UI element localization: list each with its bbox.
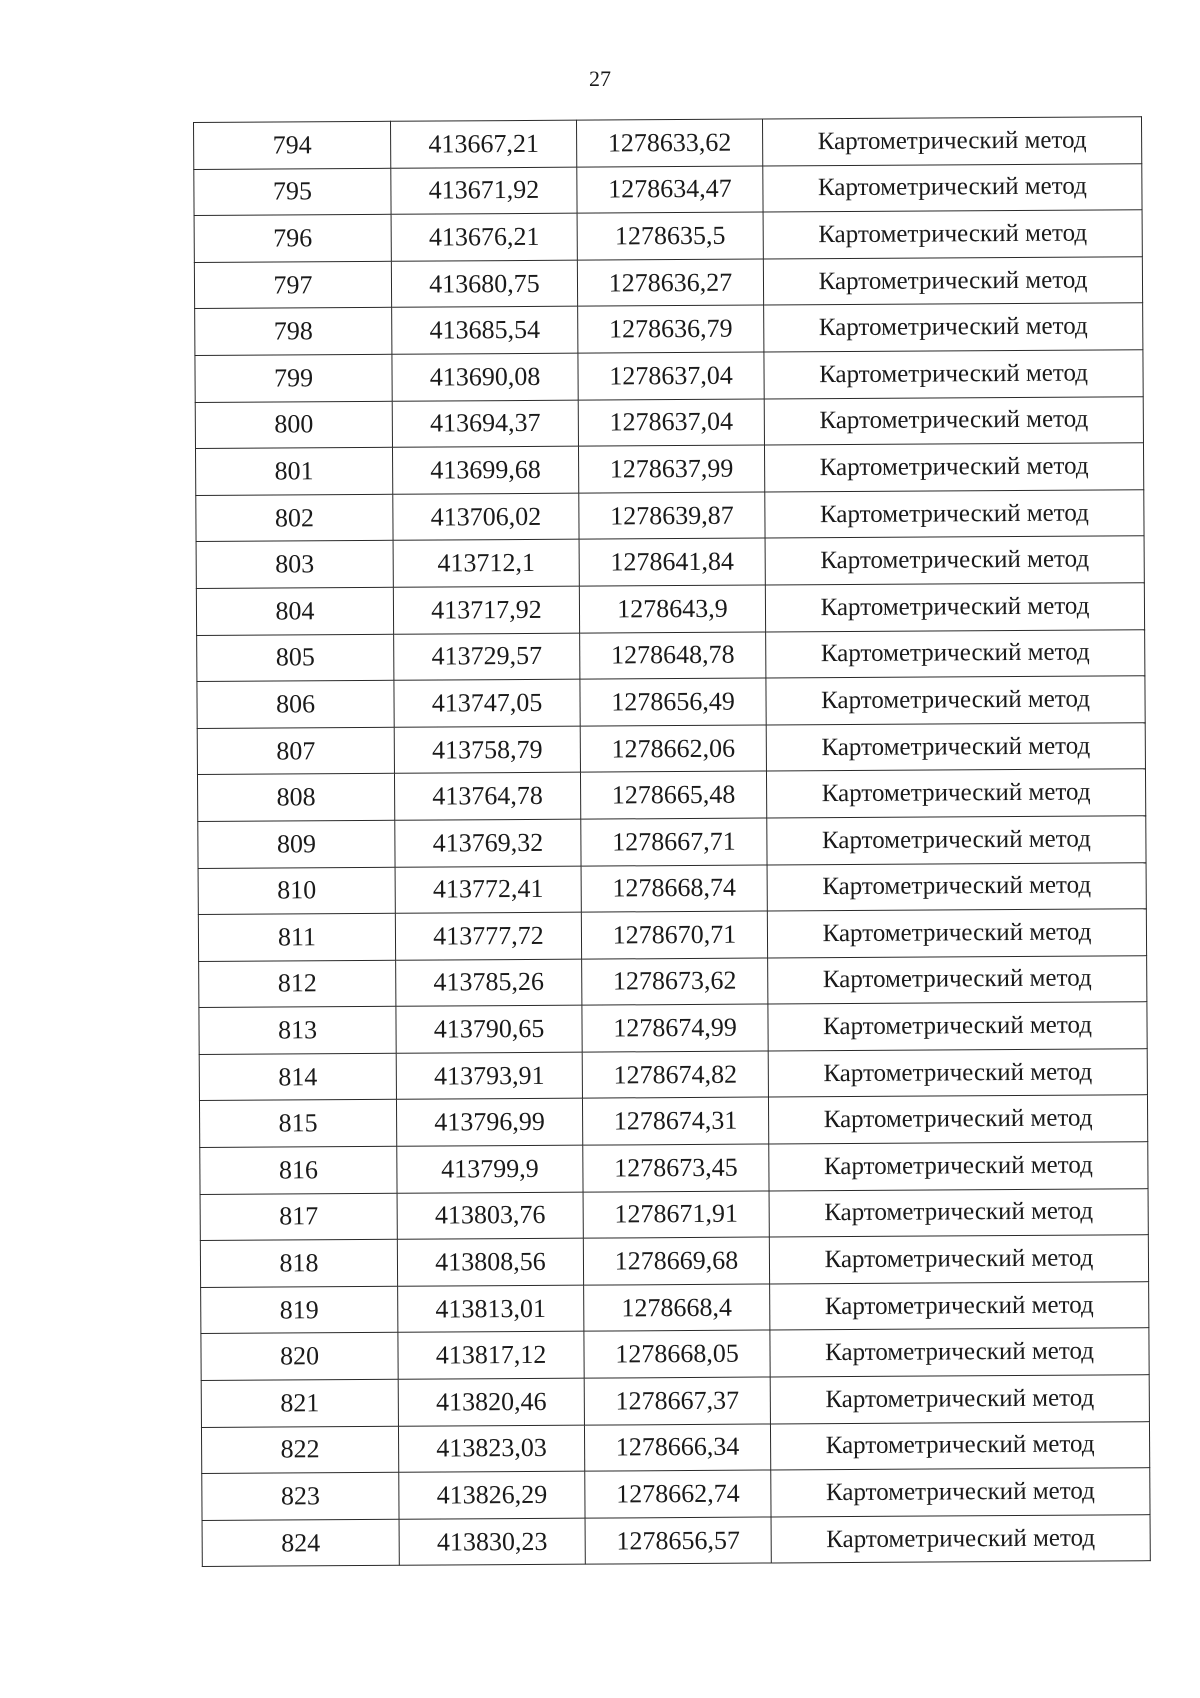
y-coordinate-cell: 1278656,57	[585, 1517, 771, 1565]
method-cell: Картометрический метод	[766, 722, 1145, 771]
table-row	[198, 862, 1146, 914]
method-cell: Картометрический метод	[766, 629, 1145, 678]
x-coordinate-cell: 413758,79	[394, 726, 580, 774]
point-number-cell: 798	[195, 308, 392, 356]
y-coordinate-cell: 1278662,06	[580, 725, 766, 773]
x-coordinate-cell: 413676,21	[391, 213, 577, 261]
y-coordinate-cell: 1278674,99	[582, 1004, 768, 1052]
x-coordinate-cell: 413747,05	[394, 679, 580, 727]
table-row	[198, 816, 1146, 868]
point-number-cell: 796	[194, 214, 391, 262]
point-number-cell: 801	[195, 447, 392, 495]
method-cell: Картометрический метод	[765, 489, 1144, 538]
method-cell: Картометрический метод	[765, 583, 1144, 632]
x-coordinate-cell: 413671,92	[391, 167, 577, 215]
method-cell: Картометрический метод	[770, 1328, 1149, 1377]
y-coordinate-cell: 1278641,84	[579, 538, 765, 586]
method-cell: Картометрический метод	[769, 1188, 1148, 1237]
point-number-cell: 822	[201, 1426, 398, 1474]
method-cell: Картометрический метод	[764, 303, 1143, 352]
point-number-cell: 794	[194, 121, 391, 169]
y-coordinate-cell: 1278648,78	[580, 632, 766, 680]
method-cell: Картометрический метод	[770, 1421, 1149, 1470]
y-coordinate-cell: 1278668,05	[584, 1330, 770, 1378]
point-number-cell: 803	[196, 541, 393, 589]
point-number-cell: 809	[198, 820, 395, 868]
table-row	[202, 1514, 1150, 1566]
y-coordinate-cell: 1278643,9	[579, 585, 765, 633]
point-number-cell: 800	[195, 401, 392, 449]
coordinates-table-body	[194, 117, 1151, 1567]
method-cell: Картометрический метод	[768, 1002, 1147, 1051]
y-coordinate-cell: 1278674,31	[582, 1097, 768, 1145]
x-coordinate-cell: 413729,57	[394, 633, 580, 681]
x-coordinate-cell: 413790,65	[396, 1005, 582, 1053]
x-coordinate-cell: 413764,78	[394, 772, 580, 820]
y-coordinate-cell: 1278667,71	[581, 818, 767, 866]
y-coordinate-cell: 1278662,74	[585, 1470, 771, 1518]
y-coordinate-cell: 1278637,04	[578, 399, 764, 447]
method-cell: Картометрический метод	[763, 256, 1142, 305]
y-coordinate-cell: 1278639,87	[579, 492, 765, 540]
y-coordinate-cell: 1278673,45	[583, 1144, 769, 1192]
method-cell: Картометрический метод	[771, 1514, 1150, 1563]
method-cell: Картометрический метод	[767, 862, 1146, 911]
method-cell: Картометрический метод	[765, 536, 1144, 585]
point-number-cell: 816	[200, 1146, 397, 1194]
table-row	[195, 350, 1143, 402]
y-coordinate-cell: 1278637,99	[578, 445, 764, 493]
y-coordinate-cell: 1278635,5	[577, 212, 763, 260]
x-coordinate-cell: 413772,41	[395, 866, 581, 914]
point-number-cell: 799	[195, 354, 392, 402]
x-coordinate-cell: 413699,68	[392, 446, 578, 494]
method-cell: Картометрический метод	[768, 1049, 1147, 1098]
point-number-cell: 813	[199, 1007, 396, 1055]
table-row	[199, 955, 1147, 1007]
method-cell: Картометрический метод	[766, 769, 1145, 818]
x-coordinate-cell: 413820,46	[398, 1378, 584, 1426]
y-coordinate-cell: 1278656,49	[580, 678, 766, 726]
table-row	[196, 489, 1144, 541]
table-row	[202, 1468, 1150, 1520]
table-row	[194, 210, 1142, 262]
x-coordinate-cell: 413667,21	[390, 120, 576, 168]
point-number-cell: 795	[194, 168, 391, 216]
x-coordinate-cell: 413685,54	[392, 307, 578, 355]
table-row	[195, 303, 1143, 355]
table-row	[197, 722, 1145, 774]
x-coordinate-cell: 413694,37	[392, 400, 578, 448]
x-coordinate-cell: 413785,26	[396, 959, 582, 1007]
method-cell: Картометрический метод	[766, 676, 1145, 725]
coordinates-table	[193, 116, 1151, 1567]
x-coordinate-cell: 413803,76	[397, 1192, 583, 1240]
x-coordinate-cell: 413826,29	[399, 1471, 585, 1519]
point-number-cell: 812	[199, 960, 396, 1008]
point-number-cell: 819	[201, 1286, 398, 1334]
point-number-cell: 808	[197, 774, 394, 822]
y-coordinate-cell: 1278668,74	[581, 865, 767, 913]
table-row	[197, 629, 1145, 681]
method-cell: Картометрический метод	[768, 1095, 1147, 1144]
point-number-cell: 810	[198, 867, 395, 915]
table-row	[195, 396, 1143, 448]
y-coordinate-cell: 1278669,68	[583, 1237, 769, 1285]
method-cell: Картометрический метод	[763, 163, 1142, 212]
table-row	[197, 676, 1145, 728]
y-coordinate-cell: 1278671,91	[583, 1191, 769, 1239]
point-number-cell: 806	[197, 680, 394, 728]
method-cell: Картометрический метод	[769, 1235, 1148, 1284]
x-coordinate-cell: 413706,02	[393, 493, 579, 541]
table-row	[200, 1235, 1148, 1287]
y-coordinate-cell: 1278636,79	[578, 305, 764, 353]
point-number-cell: 802	[196, 494, 393, 542]
table-row	[196, 583, 1144, 635]
table-row	[194, 163, 1142, 215]
point-number-cell: 823	[202, 1472, 399, 1520]
table-row	[194, 256, 1142, 308]
y-coordinate-cell: 1278666,34	[584, 1424, 770, 1472]
table-row	[197, 769, 1145, 821]
y-coordinate-cell: 1278673,62	[582, 958, 768, 1006]
point-number-cell: 797	[194, 261, 391, 309]
table-row	[201, 1375, 1149, 1427]
table-row	[199, 1002, 1147, 1054]
x-coordinate-cell: 413823,03	[398, 1425, 584, 1473]
x-coordinate-cell: 413808,56	[397, 1238, 583, 1286]
y-coordinate-cell: 1278634,47	[577, 166, 763, 214]
method-cell: Картометрический метод	[770, 1375, 1149, 1424]
method-cell: Картометрический метод	[768, 955, 1147, 1004]
table-row	[200, 1188, 1148, 1240]
method-cell: Картометрический метод	[769, 1142, 1148, 1191]
x-coordinate-cell: 413796,99	[396, 1099, 582, 1147]
y-coordinate-cell: 1278636,27	[577, 259, 763, 307]
point-number-cell: 805	[197, 634, 394, 682]
method-cell: Картометрический метод	[764, 443, 1143, 492]
point-number-cell: 815	[199, 1100, 396, 1148]
table-row	[199, 1095, 1147, 1147]
x-coordinate-cell: 413817,12	[398, 1332, 584, 1380]
x-coordinate-cell: 413769,32	[395, 819, 581, 867]
method-cell: Картометрический метод	[767, 816, 1146, 865]
x-coordinate-cell: 413777,72	[395, 912, 581, 960]
table-row	[194, 117, 1142, 169]
method-cell: Картометрический метод	[770, 1282, 1149, 1331]
y-coordinate-cell: 1278670,71	[581, 911, 767, 959]
point-number-cell: 818	[200, 1240, 397, 1288]
point-number-cell: 804	[196, 587, 393, 635]
y-coordinate-cell: 1278633,62	[576, 119, 762, 167]
y-coordinate-cell: 1278674,82	[582, 1051, 768, 1099]
method-cell: Картометрический метод	[767, 909, 1146, 958]
point-number-cell: 817	[200, 1193, 397, 1241]
x-coordinate-cell: 413830,23	[399, 1518, 585, 1566]
point-number-cell: 821	[201, 1379, 398, 1427]
x-coordinate-cell: 413813,01	[398, 1285, 584, 1333]
point-number-cell: 811	[198, 913, 395, 961]
method-cell: Картометрический метод	[762, 117, 1141, 166]
method-cell: Картометрический метод	[763, 210, 1142, 259]
x-coordinate-cell: 413690,08	[392, 353, 578, 401]
x-coordinate-cell: 413712,1	[393, 539, 579, 587]
point-number-cell: 807	[197, 727, 394, 775]
point-number-cell: 820	[201, 1333, 398, 1381]
x-coordinate-cell: 413717,92	[393, 586, 579, 634]
table-row	[195, 443, 1143, 495]
table-row	[199, 1049, 1147, 1101]
point-number-cell: 824	[202, 1519, 399, 1567]
x-coordinate-cell: 413680,75	[391, 260, 577, 308]
y-coordinate-cell: 1278637,04	[578, 352, 764, 400]
method-cell: Картометрический метод	[764, 396, 1143, 445]
table-row	[201, 1328, 1149, 1380]
point-number-cell: 814	[199, 1053, 396, 1101]
y-coordinate-cell: 1278667,37	[584, 1377, 770, 1425]
table-row	[201, 1282, 1149, 1334]
page-number: 27	[589, 66, 611, 91]
method-cell: Картометрический метод	[771, 1468, 1150, 1517]
table-row	[200, 1142, 1148, 1194]
table-row	[198, 909, 1146, 961]
method-cell: Картометрический метод	[764, 350, 1143, 399]
y-coordinate-cell: 1278668,4	[584, 1284, 770, 1332]
x-coordinate-cell: 413793,91	[396, 1052, 582, 1100]
table-row	[196, 536, 1144, 588]
y-coordinate-cell: 1278665,48	[580, 771, 766, 819]
x-coordinate-cell: 413799,9	[397, 1145, 583, 1193]
table-row	[201, 1421, 1149, 1473]
